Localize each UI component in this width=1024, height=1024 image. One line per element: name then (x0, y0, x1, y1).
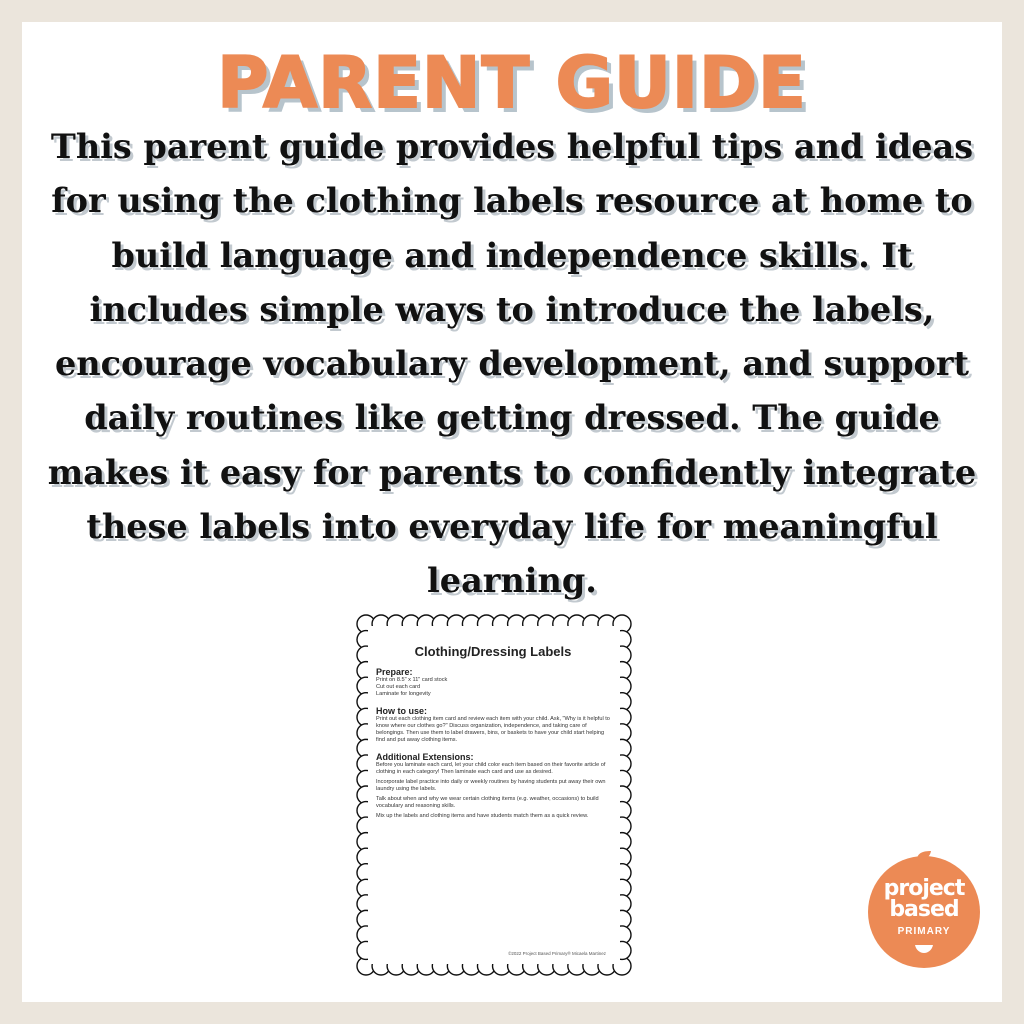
prepare-line: Laminate for longevity (376, 691, 431, 697)
bowl-icon (914, 944, 934, 954)
extension-paragraph: Mix up the labels and clothing items and have students match them as a quick review. (376, 813, 589, 819)
extension-paragraph: Incorporate label practice into daily or weekly routines by having students put away their own laundry using the labels. (376, 779, 606, 792)
extension-paragraph: Before you laminate each card, let your child color each item based on their favorite article of clothing in each category! Then laminate each card and use as desired. (376, 762, 606, 775)
extensions-heading: Additional Extensions: (376, 752, 474, 762)
worksheet-copyright: ©2022 Project Based Primary® Micaela Martinez (508, 951, 606, 956)
logo-word-based: based (889, 897, 959, 922)
prepare-heading: Prepare: (376, 667, 413, 677)
worksheet-preview (354, 612, 634, 978)
how-to-use-text: Print out each clothing item card and review each item with your child. Ask, "Why is it helpful to know where our clothes go?" Discuss organization, independence, and taking care of belongings. Then use them to label drawers, bins, or baskets to have your child start helping find and put away clothing items. (376, 716, 610, 743)
worksheet-title: Clothing/Dressing Labels (414, 644, 572, 659)
logo-word-project: project (883, 876, 965, 901)
page-title: PARENT GUIDE (217, 42, 807, 124)
prepare-line: Cut out each card (376, 684, 421, 690)
logo-word-primary: PRIMARY (897, 926, 951, 937)
prepare-line: Print on 8.5" x 11" card stock (376, 677, 448, 683)
how-to-use-heading: How to use: (376, 706, 427, 716)
extension-paragraph: Talk about when and why we wear certain clothing items (e.g. weather, occasions) to build vocabulary and reasoning skills. (376, 796, 599, 809)
brand-logo (868, 856, 980, 968)
leaf-icon (915, 850, 933, 862)
worksheet-content (376, 632, 610, 962)
intro-paragraph: This parent guide provides helpful tips and ideas for using the clothing labels resource at home to build language and independence skills. It includes simple ways to introduce the labels, encourage vocabulary development, and support daily routines like getting dressed. The guide makes it easy for parents to confidently integrate these labels into everyday life for meaningful learning. (47, 127, 977, 601)
